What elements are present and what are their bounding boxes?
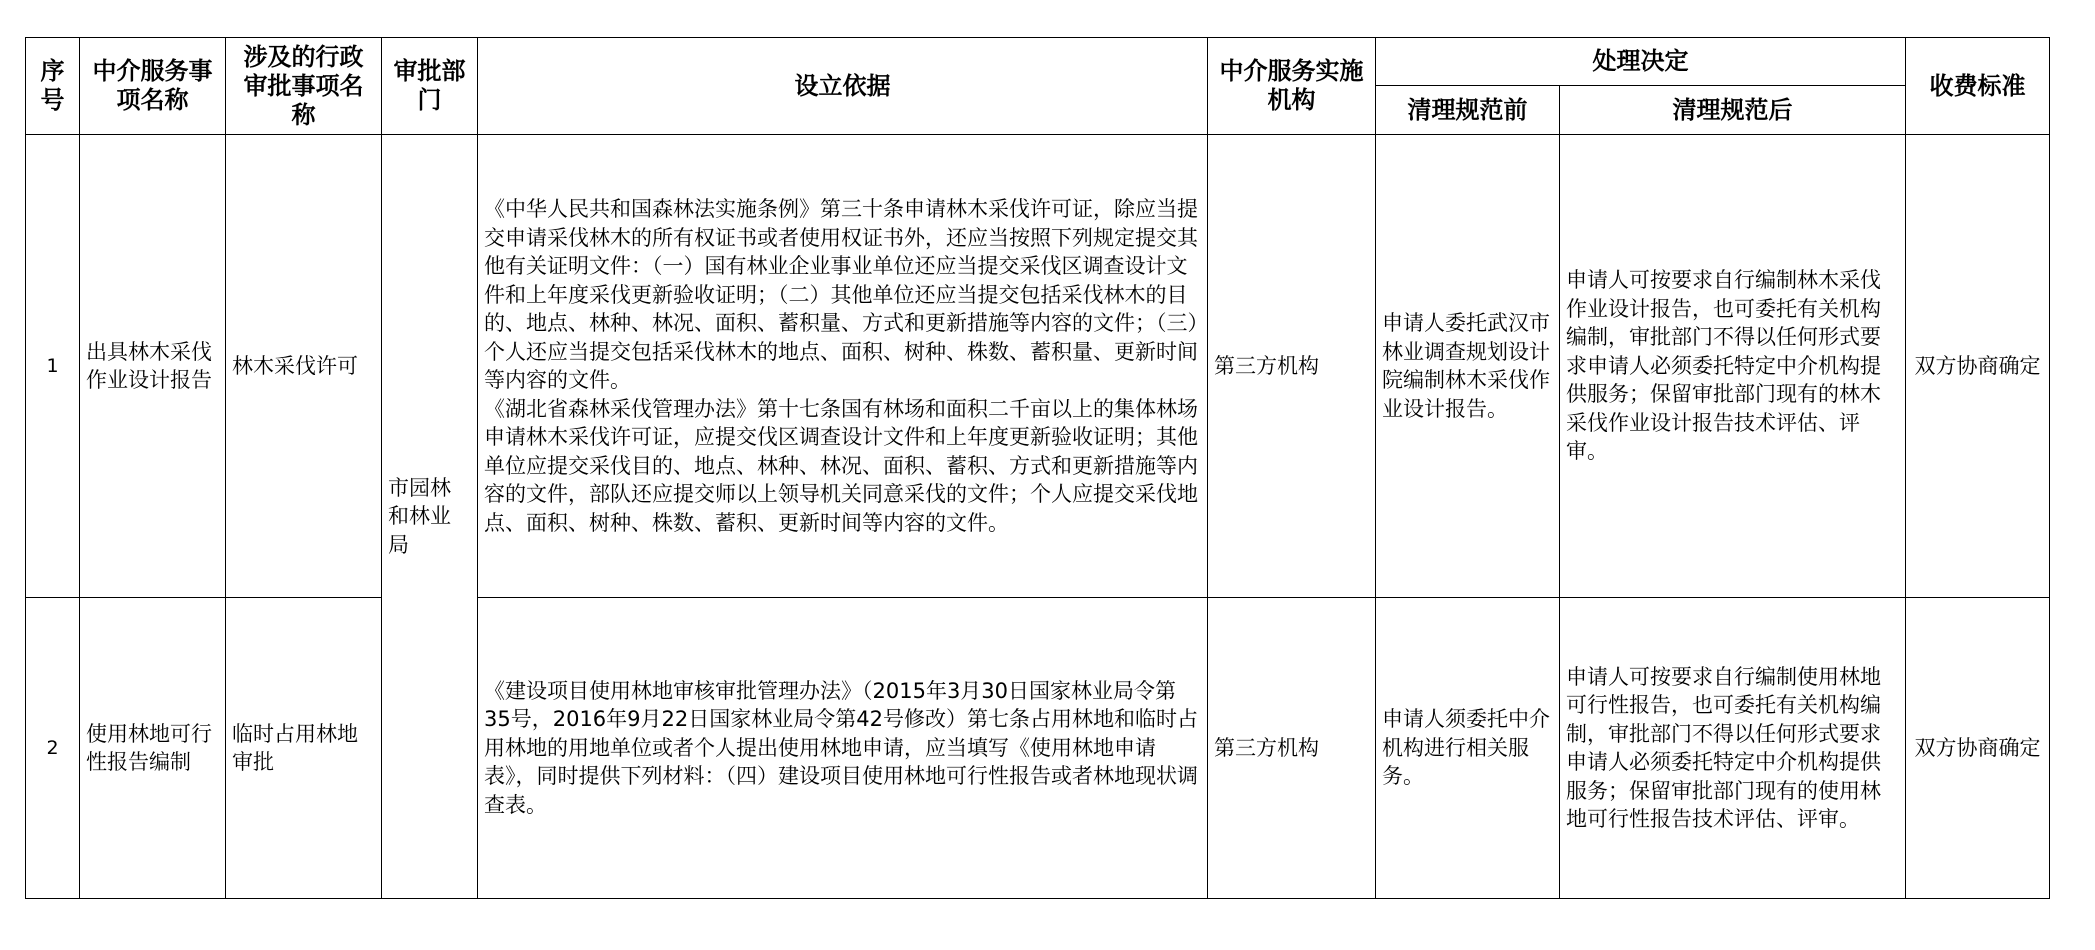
row-before: 申请人委托武汉市林业调查规划设计院编制林木采伐作业设计报告。	[1376, 135, 1560, 598]
header-basis: 设立依据	[478, 38, 1208, 135]
header-before: 清理规范前	[1376, 86, 1560, 135]
header-service-name: 中介服务事项名称	[80, 38, 226, 135]
header-department: 审批部门	[382, 38, 478, 135]
row-before: 申请人须委托中介机构进行相关服务。	[1376, 598, 1560, 899]
row-basis: 《中华人民共和国森林法实施条例》第三十条申请林木采伐许可证，除应当提交申请采伐林木的所有权证书或者使用权证书外，还应当按照下列规定提交其他有关证明文件：（一）国有林业企业事业单位还应当提交采伐区调查设计文件和上年度采伐更新验收证明；（二）其他单位还应当提交包括采伐林木的目的、地点、林种、林况、面积、蓄积量、方式和更新措施等内容的文件；（三）个人还应当提交包括采伐林木的地点、面积、树种、株数、蓄积量、更新时间等内容的文件。 《湖北省森林采伐管理办法》第十七条国有林场和面积二千亩以上的集体林场申请林木采伐许可证，应提交伐区调查设计文件和上年度更新验收证明；其他单位应提交采伐目的、地点、林种、林况、面积、蓄积、方式和更新措施等内容的文件，部队还应提交师以上领导机关同意采伐的文件；个人应提交采伐地点、面积、树种、株数、蓄积、更新时间等内容的文件。	[478, 135, 1208, 598]
row-basis: 《建设项目使用林地审核审批管理办法》（2015年3月30日国家林业局令第35号，2016年9月22日国家林业局令第42号修改）第七条占用林地和临时占用林地的用地单位或者个人提出使用林地申请，应当填写《使用林地申请表》，同时提供下列材料：（四）建设项目使用林地可行性报告或者林地现状调查表。	[478, 598, 1208, 899]
row-service-name: 出具林木采伐作业设计报告	[80, 135, 226, 598]
row-after: 申请人可按要求自行编制使用林地可行性报告，也可委托有关机构编制，审批部门不得以任何形式要求申请人必须委托特定中介机构提供服务；保留审批部门现有的使用林地可行性报告技术评估、评审。	[1560, 598, 1906, 899]
header-after: 清理规范后	[1560, 86, 1906, 135]
header-seq: 序号	[26, 38, 80, 135]
row-after: 申请人可按要求自行编制林木采伐作业设计报告，也可委托有关机构编制，审批部门不得以任何形式要求申请人必须委托特定中介机构提供服务；保留审批部门现有的林木采伐作业设计报告技术评估、评审。	[1560, 135, 1906, 598]
header-decision: 处理决定	[1376, 38, 1906, 86]
header-fee: 收费标准	[1906, 38, 2050, 135]
row-seq: 1	[26, 135, 80, 598]
row-admin-item: 临时占用林地审批	[226, 598, 382, 899]
row-department: 市园林和林业局	[382, 135, 478, 899]
row-agency: 第三方机构	[1208, 598, 1376, 899]
table-row	[26, 135, 2050, 598]
row-fee: 双方协商确定	[1906, 135, 2050, 598]
row-fee: 双方协商确定	[1906, 598, 2050, 899]
row-admin-item: 林木采伐许可	[226, 135, 382, 598]
row-service-name: 使用林地可行性报告编制	[80, 598, 226, 899]
table-row	[26, 598, 2050, 899]
row-agency: 第三方机构	[1208, 135, 1376, 598]
service-items-table	[25, 37, 2050, 899]
header-admin-item: 涉及的行政审批事项名称	[226, 38, 382, 135]
header-agency: 中介服务实施机构	[1208, 38, 1376, 135]
row-seq: 2	[26, 598, 80, 899]
